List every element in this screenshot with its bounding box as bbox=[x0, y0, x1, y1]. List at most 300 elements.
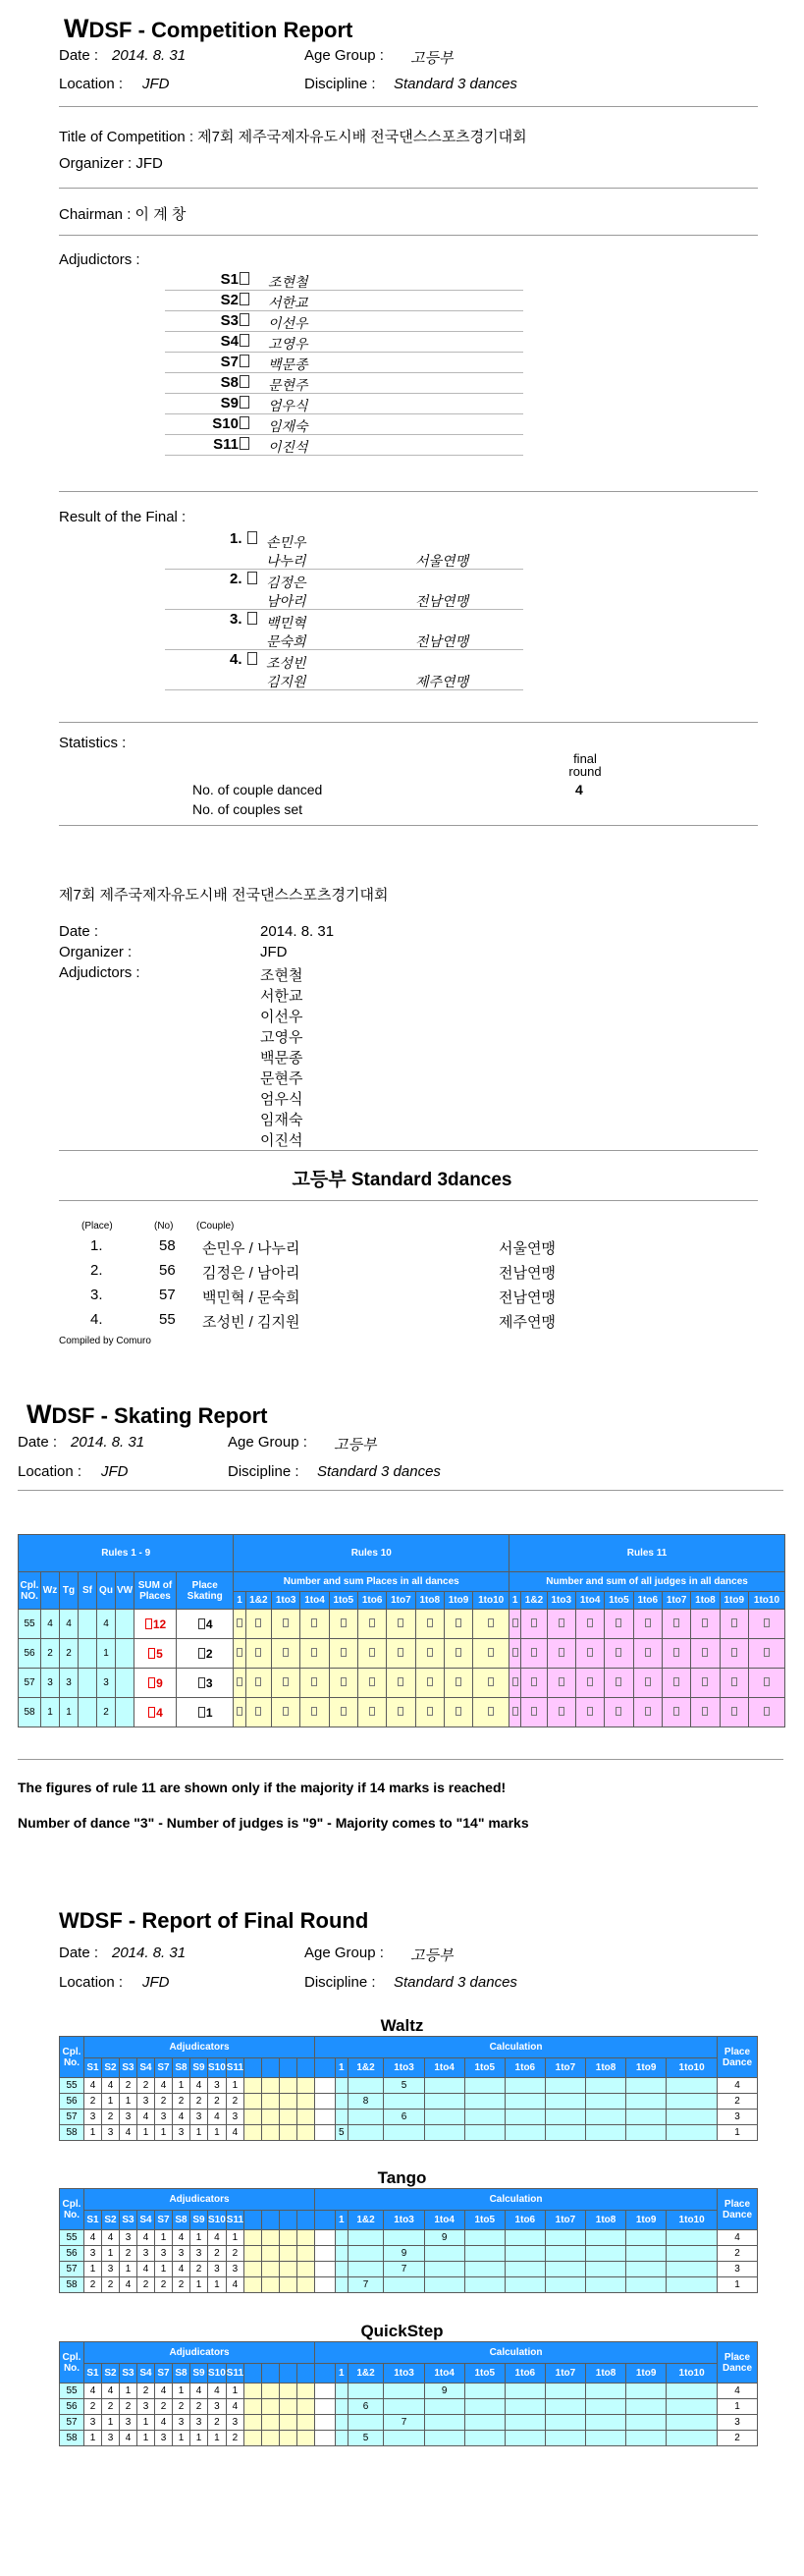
dance-row bbox=[60, 2230, 758, 2246]
judge-header: S1 bbox=[84, 2058, 102, 2078]
checkbox-glyph bbox=[764, 1707, 770, 1716]
judge-mark: 3 bbox=[84, 2110, 102, 2125]
calc-cell bbox=[667, 2431, 718, 2446]
judge-mark: 1 bbox=[84, 2125, 102, 2141]
checkbox-glyph bbox=[673, 1618, 679, 1627]
fr-date-value: 2014. 8. 31 bbox=[112, 1945, 187, 1961]
fr-age-value: 고등부 bbox=[410, 1947, 454, 1964]
dance-row bbox=[60, 2277, 758, 2293]
calc-col-header: 1 bbox=[234, 1592, 245, 1610]
calc-cell bbox=[505, 2415, 545, 2431]
calc-col-header: 1to10 bbox=[667, 2211, 718, 2230]
checkbox-glyph bbox=[398, 1707, 403, 1716]
calc-cell bbox=[464, 2277, 505, 2293]
empty-judge-header bbox=[297, 2211, 315, 2230]
fr-discipline-label: Discipline : bbox=[304, 1974, 376, 1991]
judge-mark: 2 bbox=[120, 2246, 137, 2262]
judge-mark: 1 bbox=[120, 2094, 137, 2110]
result-leader: 조성빈 bbox=[266, 655, 306, 671]
empty-mark bbox=[262, 2399, 280, 2415]
empty-mark bbox=[297, 2277, 315, 2293]
rule-10-cell bbox=[415, 1698, 444, 1727]
calc-cell bbox=[545, 2230, 585, 2246]
checkbox-glyph bbox=[237, 1618, 242, 1627]
calc-cell bbox=[626, 2230, 667, 2246]
rule-11-note: The figures of rule 11 are shown only if the majority if 14 marks is reached! bbox=[18, 1780, 507, 1795]
dance-place bbox=[79, 1639, 97, 1669]
rule-11-cell bbox=[521, 1610, 547, 1639]
adjudicator-name: 이선우 bbox=[268, 315, 308, 331]
spacer-cell bbox=[315, 2399, 336, 2415]
judge-header: S3 bbox=[120, 2058, 137, 2078]
place-dance: 4 bbox=[718, 2230, 758, 2246]
adjudicator-code: S3 bbox=[221, 312, 250, 329]
calc-cell bbox=[336, 2246, 348, 2262]
sum-of-places: 5 bbox=[134, 1639, 177, 1669]
judge-mark: 2 bbox=[226, 2246, 243, 2262]
calc-cell bbox=[424, 2125, 464, 2141]
rule-10-cell bbox=[357, 1669, 386, 1698]
empty-mark bbox=[244, 2431, 262, 2446]
judge-mark: 3 bbox=[137, 2399, 155, 2415]
judge-mark: 3 bbox=[208, 2399, 227, 2415]
checkbox-glyph bbox=[645, 1648, 651, 1657]
calc-cell bbox=[626, 2277, 667, 2293]
cpl-number: 55 bbox=[60, 2078, 84, 2094]
calc-cell bbox=[626, 2110, 667, 2125]
calc-cell bbox=[336, 2230, 348, 2246]
checkbox-glyph bbox=[427, 1648, 433, 1657]
judge-header: S8 bbox=[173, 2058, 190, 2078]
judge-header: S10 bbox=[208, 2364, 227, 2384]
calc-cell bbox=[545, 2431, 585, 2446]
checkbox-glyph bbox=[731, 1618, 737, 1627]
adjudicator-row bbox=[165, 332, 523, 353]
empty-mark bbox=[244, 2246, 262, 2262]
empty-judge-header bbox=[262, 2211, 280, 2230]
result-leader: 백민혁 bbox=[266, 615, 306, 630]
calc-col-header: 1to7 bbox=[662, 1592, 690, 1610]
competition-report-title: WDSF - Competition Report bbox=[64, 14, 353, 43]
calc-col-header: 1to4 bbox=[424, 2364, 464, 2384]
calc-cell bbox=[586, 2415, 626, 2431]
calc-cell bbox=[586, 2078, 626, 2094]
empty-mark bbox=[262, 2078, 280, 2094]
calc-cell: 8 bbox=[348, 2094, 384, 2110]
divider bbox=[59, 1200, 758, 1201]
divider bbox=[59, 1150, 758, 1151]
rule-11-cell bbox=[748, 1669, 784, 1698]
rule-11-cell bbox=[662, 1639, 690, 1669]
statistics-label: Statistics : bbox=[59, 735, 127, 751]
judge-header: S8 bbox=[173, 2211, 190, 2230]
calc-col-header: 1&2 bbox=[245, 1592, 271, 1610]
dance-row bbox=[60, 2262, 758, 2277]
rule-10-cell bbox=[357, 1639, 386, 1669]
summary-adjudicator: 이선우 bbox=[260, 1009, 303, 1025]
summary-adjudicator: 임재숙 bbox=[260, 1112, 303, 1128]
judge-mark: 3 bbox=[137, 2246, 155, 2262]
checkbox-glyph bbox=[398, 1677, 403, 1686]
summary-organizer-value: JFD bbox=[260, 944, 288, 960]
dance-place: 3 bbox=[60, 1669, 79, 1698]
result-team: 서울연맹 bbox=[415, 553, 469, 569]
cpl-number: 56 bbox=[60, 2094, 84, 2110]
checkbox-glyph bbox=[341, 1618, 347, 1627]
judge-mark: 4 bbox=[137, 2262, 155, 2277]
judge-mark: 1 bbox=[102, 2415, 120, 2431]
calc-cell bbox=[626, 2094, 667, 2110]
calc-col-header: 1to9 bbox=[626, 2364, 667, 2384]
summary-team: 전남연맹 bbox=[499, 1265, 556, 1282]
calc-cell bbox=[505, 2277, 545, 2293]
judge-header: S4 bbox=[137, 2058, 155, 2078]
age-group-value: 고등부 bbox=[410, 50, 454, 67]
checkbox-glyph bbox=[531, 1677, 537, 1686]
dance-row bbox=[60, 2384, 758, 2399]
result-follower-row bbox=[165, 670, 523, 690]
calc-col-header: 1to3 bbox=[547, 1592, 575, 1610]
judge-mark: 1 bbox=[190, 2277, 208, 2293]
rule-11-cell bbox=[547, 1639, 575, 1669]
checkbox-glyph bbox=[702, 1618, 708, 1627]
checkbox-glyph bbox=[283, 1648, 289, 1657]
judge-mark: 4 bbox=[190, 2078, 208, 2094]
calc-cell bbox=[336, 2384, 348, 2399]
judge-mark: 4 bbox=[173, 2110, 190, 2125]
result-follower-row bbox=[165, 549, 523, 570]
divider bbox=[18, 1759, 783, 1760]
calculation-header: Calculation bbox=[315, 2189, 718, 2211]
dance-title: Tango bbox=[377, 2168, 427, 2187]
result-leader: 김정은 bbox=[266, 575, 306, 590]
checkbox-glyph bbox=[240, 355, 249, 367]
result-follower-row bbox=[165, 589, 523, 610]
calc-cell bbox=[667, 2094, 718, 2110]
adjudicators-header: Adjudicators bbox=[84, 2189, 315, 2211]
calc-cell bbox=[505, 2246, 545, 2262]
calculation-header: Calculation bbox=[315, 2037, 718, 2058]
checkbox-glyph bbox=[531, 1707, 537, 1716]
summary-couple: 조성빈 / 김지원 bbox=[202, 1314, 300, 1331]
rule-10-cell bbox=[473, 1669, 509, 1698]
rule-11-cell bbox=[691, 1698, 720, 1727]
judge-header: S1 bbox=[84, 2211, 102, 2230]
rule-11-cell bbox=[633, 1669, 662, 1698]
dance-table bbox=[59, 2188, 758, 2293]
dance-place: 3 bbox=[41, 1669, 60, 1698]
judge-mark: 2 bbox=[190, 2399, 208, 2415]
adjudicator-name: 백문종 bbox=[268, 356, 308, 372]
result-team: 전남연맹 bbox=[415, 633, 469, 649]
calc-col-header: 1to6 bbox=[505, 2364, 545, 2384]
rule-11-cell bbox=[605, 1639, 633, 1669]
calc-cell bbox=[384, 2230, 424, 2246]
calc-cell bbox=[505, 2125, 545, 2141]
rule-10-cell bbox=[300, 1698, 329, 1727]
checkbox-glyph bbox=[488, 1648, 494, 1657]
cpl-number: 55 bbox=[60, 2230, 84, 2246]
checkbox-glyph bbox=[488, 1707, 494, 1716]
empty-mark bbox=[244, 2384, 262, 2399]
dance-col-header: Tg bbox=[60, 1572, 79, 1610]
judge-mark: 2 bbox=[226, 2094, 243, 2110]
judge-mark: 3 bbox=[208, 2262, 227, 2277]
judge-mark: 2 bbox=[173, 2277, 190, 2293]
judge-header: S8 bbox=[173, 2364, 190, 2384]
place-dance-header: Place Dance bbox=[718, 2342, 758, 2384]
checkbox-glyph bbox=[148, 1707, 155, 1718]
judge-header: S2 bbox=[102, 2364, 120, 2384]
cpl-header: Cpl. NO. bbox=[19, 1572, 41, 1610]
adjudicator-code: S10 bbox=[212, 415, 250, 432]
judge-mark: 2 bbox=[155, 2094, 173, 2110]
calc-col-header: 1to5 bbox=[464, 2058, 505, 2078]
rule-10-cell bbox=[415, 1669, 444, 1698]
empty-mark bbox=[262, 2277, 280, 2293]
dance-row bbox=[60, 2125, 758, 2141]
summary-adjudicator: 조현철 bbox=[260, 967, 303, 984]
skating-age-value: 고등부 bbox=[334, 1437, 377, 1453]
calc-cell bbox=[348, 2246, 384, 2262]
calc-cell: 5 bbox=[384, 2078, 424, 2094]
adjudicator-name: 고영우 bbox=[268, 336, 308, 352]
adjudicator-row bbox=[165, 435, 523, 456]
calc-cell bbox=[586, 2110, 626, 2125]
calc-col-header: 1to3 bbox=[272, 1592, 300, 1610]
checkbox-glyph bbox=[237, 1648, 242, 1657]
calc-cell bbox=[505, 2110, 545, 2125]
calc-cell bbox=[348, 2262, 384, 2277]
checkbox-glyph bbox=[240, 396, 249, 409]
calc-cell bbox=[336, 2094, 348, 2110]
rule-11-cell bbox=[575, 1669, 604, 1698]
judge-mark: 3 bbox=[173, 2415, 190, 2431]
calc-cell bbox=[464, 2431, 505, 2446]
calc-col-header: 1to3 bbox=[384, 2364, 424, 2384]
calc-cell bbox=[667, 2384, 718, 2399]
calc-col-header: 1&2 bbox=[348, 2364, 384, 2384]
judge-mark: 2 bbox=[173, 2399, 190, 2415]
checkbox-glyph bbox=[341, 1707, 347, 1716]
skating-report-title: WDSF - Skating Report bbox=[27, 1399, 268, 1429]
dance-title: Waltz bbox=[380, 2016, 424, 2035]
calc-cell: 7 bbox=[384, 2262, 424, 2277]
spacer-cell bbox=[315, 2246, 336, 2262]
empty-mark bbox=[280, 2246, 297, 2262]
calc-cell bbox=[586, 2384, 626, 2399]
empty-mark bbox=[280, 2094, 297, 2110]
checkbox-glyph bbox=[587, 1618, 593, 1627]
adjudicator-name: 조현철 bbox=[268, 274, 308, 290]
calc-col-header: 1 bbox=[336, 2058, 348, 2078]
final-round-title: WDSF - Report of Final Round bbox=[59, 1908, 369, 1933]
calc-cell bbox=[336, 2110, 348, 2125]
checkbox-glyph bbox=[559, 1648, 564, 1657]
checkbox-glyph bbox=[240, 437, 249, 450]
judge-mark: 3 bbox=[190, 2246, 208, 2262]
judge-mark: 1 bbox=[155, 2262, 173, 2277]
dance-place: 4 bbox=[97, 1610, 116, 1639]
cpl-number: 57 bbox=[60, 2262, 84, 2277]
cpl-number: 56 bbox=[60, 2399, 84, 2415]
empty-mark bbox=[244, 2277, 262, 2293]
rule-11-cell bbox=[547, 1610, 575, 1639]
calc-col-header: 1to5 bbox=[329, 1592, 357, 1610]
calc-cell bbox=[545, 2384, 585, 2399]
judge-mark: 3 bbox=[173, 2246, 190, 2262]
result-follower: 문숙희 bbox=[266, 633, 306, 649]
calc-cell bbox=[545, 2125, 585, 2141]
rules-10-header: Rules 10 bbox=[234, 1535, 509, 1572]
judge-mark: 4 bbox=[102, 2078, 120, 2094]
rule-11-cell bbox=[575, 1698, 604, 1727]
fr-date-label: Date : bbox=[59, 1945, 99, 1961]
empty-mark bbox=[262, 2431, 280, 2446]
checkbox-glyph bbox=[237, 1677, 242, 1686]
empty-mark bbox=[244, 2399, 262, 2415]
judge-mark: 3 bbox=[84, 2415, 102, 2431]
checkbox-glyph bbox=[198, 1618, 205, 1629]
location-value: JFD bbox=[142, 76, 170, 92]
calc-col-header: 1to10 bbox=[473, 1592, 509, 1610]
empty-mark bbox=[280, 2230, 297, 2246]
checkbox-glyph bbox=[427, 1677, 433, 1686]
summary-number: 57 bbox=[159, 1287, 176, 1303]
dance-place: 1 bbox=[60, 1698, 79, 1727]
checkbox-glyph bbox=[731, 1707, 737, 1716]
place-skating: 3 bbox=[177, 1669, 234, 1698]
judge-mark: 2 bbox=[208, 2246, 227, 2262]
judge-mark: 2 bbox=[190, 2262, 208, 2277]
skating-date-value: 2014. 8. 31 bbox=[71, 1434, 145, 1451]
judge-header: S4 bbox=[137, 2364, 155, 2384]
calc-col-header: 1to6 bbox=[633, 1592, 662, 1610]
chairman-row: Chairman : 이 계 창 bbox=[59, 206, 187, 223]
summary-place: 2. bbox=[90, 1262, 103, 1279]
result-leader: 손민우 bbox=[266, 534, 306, 550]
calc-cell bbox=[545, 2415, 585, 2431]
place-dance: 2 bbox=[718, 2431, 758, 2446]
discipline-label: Discipline : bbox=[304, 76, 376, 92]
empty-mark bbox=[280, 2415, 297, 2431]
cpl-number: 58 bbox=[60, 2431, 84, 2446]
checkbox-glyph bbox=[616, 1707, 621, 1716]
spacer-cell bbox=[315, 2384, 336, 2399]
checkbox-glyph bbox=[702, 1648, 708, 1657]
empty-mark bbox=[244, 2125, 262, 2141]
judge-mark: 4 bbox=[137, 2110, 155, 2125]
cpl-number: 58 bbox=[60, 2277, 84, 2293]
calc-cell bbox=[667, 2415, 718, 2431]
checkbox-glyph bbox=[240, 293, 249, 305]
checkbox-glyph bbox=[616, 1618, 621, 1627]
dance-row bbox=[60, 2078, 758, 2094]
skating-date-label: Date : bbox=[18, 1434, 58, 1451]
checkbox-glyph bbox=[616, 1677, 621, 1686]
calc-cell: 6 bbox=[384, 2110, 424, 2125]
rule-10-cell bbox=[387, 1698, 415, 1727]
dance-col-header: Qu bbox=[97, 1572, 116, 1610]
checkbox-glyph bbox=[702, 1677, 708, 1686]
empty-mark bbox=[244, 2110, 262, 2125]
empty-mark bbox=[280, 2262, 297, 2277]
rule-10-cell bbox=[473, 1639, 509, 1669]
rule-10-cell bbox=[245, 1698, 271, 1727]
judge-mark: 4 bbox=[155, 2415, 173, 2431]
judge-mark: 2 bbox=[84, 2399, 102, 2415]
empty-mark bbox=[244, 2078, 262, 2094]
checkbox-glyph bbox=[148, 1677, 155, 1688]
calc-cell bbox=[545, 2094, 585, 2110]
cpl-number: 57 bbox=[19, 1669, 41, 1698]
judge-mark: 4 bbox=[84, 2230, 102, 2246]
judge-header: S11 bbox=[226, 2058, 243, 2078]
judge-mark: 3 bbox=[120, 2110, 137, 2125]
checkbox-glyph bbox=[240, 416, 249, 429]
judge-mark: 1 bbox=[120, 2384, 137, 2399]
checkbox-glyph bbox=[731, 1677, 737, 1686]
empty-mark bbox=[280, 2384, 297, 2399]
dance-place bbox=[116, 1669, 134, 1698]
calc-col-header: 1to4 bbox=[424, 2211, 464, 2230]
skating-discipline-label: Discipline : bbox=[228, 1463, 299, 1480]
spacer-header bbox=[315, 2058, 336, 2078]
rule-10-cell bbox=[300, 1639, 329, 1669]
judge-mark: 2 bbox=[120, 2078, 137, 2094]
rule-11-cell bbox=[521, 1698, 547, 1727]
rule-11-cell bbox=[720, 1639, 748, 1669]
calc-cell bbox=[667, 2230, 718, 2246]
rule-10-cell bbox=[329, 1698, 357, 1727]
summary-couple: 백민혁 / 문숙희 bbox=[202, 1289, 300, 1306]
cpl-number: 56 bbox=[60, 2246, 84, 2262]
rule-10-cell bbox=[234, 1698, 245, 1727]
judge-header: S4 bbox=[137, 2211, 155, 2230]
sum-of-places: 4 bbox=[134, 1698, 177, 1727]
rule-10-cell bbox=[329, 1669, 357, 1698]
checkbox-glyph bbox=[240, 334, 249, 347]
judge-header: S9 bbox=[190, 2058, 208, 2078]
calc-cell bbox=[505, 2078, 545, 2094]
calc-cell bbox=[464, 2078, 505, 2094]
rule-11-cell bbox=[521, 1639, 547, 1669]
cpl-number: 58 bbox=[60, 2125, 84, 2141]
calc-col-header: 1to5 bbox=[464, 2364, 505, 2384]
empty-mark bbox=[280, 2125, 297, 2141]
divider bbox=[59, 235, 758, 236]
summary-couple: 김정은 / 남아리 bbox=[202, 1265, 300, 1282]
judge-mark: 1 bbox=[102, 2094, 120, 2110]
judge-mark: 3 bbox=[102, 2262, 120, 2277]
event-title: 고등부 Standard 3dances bbox=[292, 1170, 512, 1190]
empty-mark bbox=[262, 2262, 280, 2277]
rule-11-cell bbox=[633, 1639, 662, 1669]
judge-mark: 3 bbox=[155, 2110, 173, 2125]
adjudicator-row bbox=[165, 270, 523, 291]
rule-10-cell bbox=[234, 1639, 245, 1669]
checkbox-glyph bbox=[427, 1707, 433, 1716]
rule-10-cell bbox=[272, 1639, 300, 1669]
calc-cell bbox=[464, 2094, 505, 2110]
empty-mark bbox=[280, 2078, 297, 2094]
calc-col-header: 1to6 bbox=[505, 2058, 545, 2078]
dance-row bbox=[60, 2431, 758, 2446]
spacer-cell bbox=[315, 2431, 336, 2446]
judge-mark: 1 bbox=[226, 2078, 243, 2094]
rule-11-cell bbox=[547, 1698, 575, 1727]
checkbox-glyph bbox=[559, 1707, 564, 1716]
